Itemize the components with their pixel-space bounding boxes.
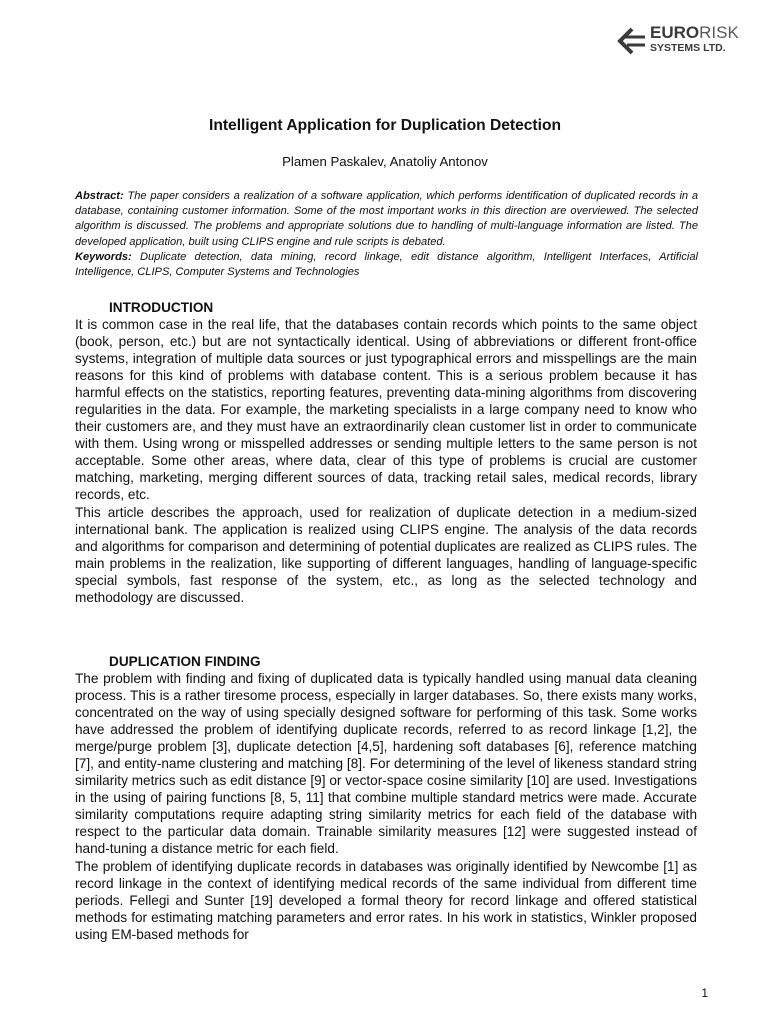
keywords-label: Keywords: xyxy=(75,250,132,263)
page-number: 1 xyxy=(701,986,708,1000)
paragraph: The problem of identifying duplicate records in databases was originally identified by Newcombe [1] as record linkage in the context of identifying medical records of the same individual from different time periods. Fellegi and Sunter [19] developed a formal theory for record linkage and offered statistical methods for estimating matching parameters and error rates. In his work in statistics, Winkler proposed using EM-based methods for xyxy=(75,858,697,942)
abstract-block xyxy=(75,189,698,280)
keywords-text: Duplicate detection, data mining, record linkage, edit distance algorithm, Intelligent Interfaces, Artificial Intelligence, CLIPS, Computer Systems and Technologies xyxy=(75,250,698,279)
paragraph: This article describes the approach, used for realization of duplicate detection in a medium-sized international bank. The application is realized using CLIPS engine. The analysis of the data records and algorithms for comparison and determining of potential duplicates are realized as CLIPS rules. The main problems in the realization, like supporting of different languages, handling of language-specific special symbols, fast response of the system, etc., as long as the selected technology and methodology are discussed. xyxy=(75,504,697,605)
duplication-finding-section xyxy=(75,654,697,943)
section-heading: INTRODUCTION xyxy=(109,300,214,315)
abstract-label: Abstract: xyxy=(75,190,124,202)
paper-title: Intelligent Application for Duplication Detection xyxy=(208,117,562,134)
paper-authors: Plamen Paskalev, Anatoliy Antonov xyxy=(282,154,488,169)
section-heading: DUPLICATION FINDING xyxy=(109,654,261,669)
company-logo xyxy=(612,24,744,60)
logo-subtitle: SYSTEMS LTD. xyxy=(650,42,726,54)
paragraph: The problem with finding and fixing of duplicated data is typically handled using manual data cleaning process. This is a rather tiresome process, especially in larger databases. So, there exists many works, concentrated on the way of using specially designed software for performing of this task. Some works have addressed the problem of identifying duplicate records, referred to as record linkage [1,2], the merge/purge problem [3], duplicate detection [4,5], hardening soft databases [6], reference matching [7], and entity-name clustering and matching [8]. For determining of the level of likeness standard string similarity metrics such as edit distance [9] or vector-space cosine similarity [10] are used. Investigations in the using of pairing functions [8, 5, 11] that combine multiple standard metrics were made. Accurate similarity computations require adapting string similarity metrics for each field of the database with respect to the particular data domain. Trainable similarity measures [12] were suggested instead of hand-tuning a distance metric for each field. xyxy=(75,671,697,857)
eurorisk-logo-icon xyxy=(612,26,646,56)
introduction-section xyxy=(75,300,697,606)
logo-name-light: RISK xyxy=(699,23,739,42)
logo-name-bold: EURO xyxy=(650,23,700,42)
abstract-text: The paper considers a realization of a software application, which performs identification of duplicated records in a database, containing customer information. Some of the most important works in this direction are overviewed. The selected algorithm is discussed. The problems and appropriate solutions due to handling of multi-language information are listed. The developed application, built using CLIPS engine and rule scripts is debated. xyxy=(75,190,698,248)
paragraph: It is common case in the real life, that the databases contain records which points to the same object (book, person, etc.) but are not syntactically identical. Using of abbreviations or different front-office systems, integration of multiple data sources or just typographical errors and misspellings are the main reasons for this kind of problems with database content. This is a serious problem because it has harmful effects on the statistics, reporting features, preventing data-mining algorithms from discovering regularities in the data. For example, the marketing specialists in a large company need to know who their customers are, and they must have an extraordinarily clean customer list in order to communicate with them. Using wrong or misspelled addresses or sending multiple letters to the same person is not acceptable. Some other areas, where data, clear of this type of problems is crucial are customer matching, marketing, merging different sources of data, tracking retail sales, medical records, library records, etc. xyxy=(75,317,697,503)
